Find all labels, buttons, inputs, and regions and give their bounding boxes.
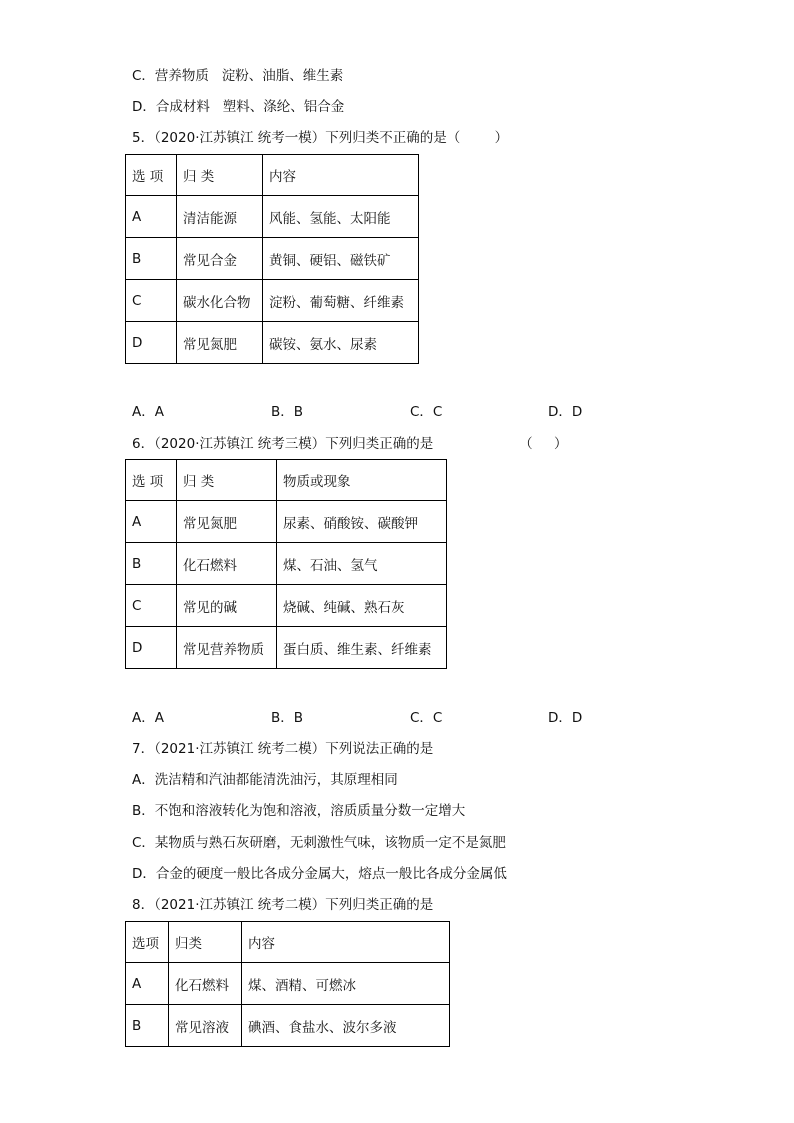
table-cell: A (126, 963, 169, 1005)
header-cell: 选 项 (126, 460, 177, 501)
table-row (126, 238, 419, 280)
table-cell: 常见溶液 (169, 1005, 242, 1047)
table-row (126, 1005, 450, 1047)
table-row (126, 627, 447, 669)
q7-option-d[interactable]: D．合金的硬度一般比各成分金属大，熔点一般比各成分金属低 (132, 866, 507, 882)
q5-option-b[interactable]: B．B (271, 404, 304, 420)
header-cell: 选项 (126, 922, 169, 963)
table-cell: D (126, 627, 177, 669)
q6-options (132, 708, 592, 728)
table-row (126, 585, 447, 627)
table-cell: 蛋白质、维生素、纤维素 (277, 627, 447, 669)
q8-stem: 8．（2021·江苏镇江 统考二模）下列归类正确的是 (132, 897, 434, 913)
table-cell: 碳水化合物 (177, 280, 263, 322)
table-cell: 常见的碱 (177, 585, 277, 627)
header-cell: 归类 (169, 922, 242, 963)
q6-option-d[interactable]: D．D (548, 710, 583, 726)
table-cell: C (126, 585, 177, 627)
table-header-row (126, 155, 419, 196)
table-header-row (126, 922, 450, 963)
q5-table (125, 154, 419, 364)
table-header-row (126, 460, 447, 501)
q6-option-a[interactable]: A．A (132, 710, 164, 726)
q8-table (125, 921, 450, 1047)
q6-option-b[interactable]: B．B (271, 710, 304, 726)
q5-options (132, 402, 592, 422)
table-cell: 常见营养物质 (177, 627, 277, 669)
q5-stem: 5．（2020·江苏镇江 统考一模）下列归类不正确的是（ ） (132, 130, 509, 146)
table-cell: 碘酒、食盐水、波尔多液 (242, 1005, 450, 1047)
table-cell: 化石燃料 (177, 543, 277, 585)
table-cell: B (126, 1005, 169, 1047)
table-row (126, 322, 419, 364)
table-cell: 烧碱、纯碱、熟石灰 (277, 585, 447, 627)
q6-table (125, 459, 447, 669)
table-cell: 黄铜、硬铝、磁铁矿 (263, 238, 419, 280)
header-cell: 物质或现象 (277, 460, 447, 501)
table-cell: 化石燃料 (169, 963, 242, 1005)
table-cell: A (126, 501, 177, 543)
table-cell: 尿素、硝酸铵、碳酸钾 (277, 501, 447, 543)
q7-stem: 7．（2021·江苏镇江 统考二模）下列说法正确的是 (132, 741, 434, 757)
table-cell: 淀粉、葡萄糖、纤维素 (263, 280, 419, 322)
q4-option-c: C．营养物质 淀粉、油脂、维生素 (132, 68, 344, 84)
table-cell: 煤、酒精、可燃冰 (242, 963, 450, 1005)
q5-option-d[interactable]: D．D (548, 404, 583, 420)
table-cell: C (126, 280, 177, 322)
header-cell: 内容 (263, 155, 419, 196)
table-cell: B (126, 238, 177, 280)
q7-option-c[interactable]: C．某物质与熟石灰研磨，无刺激性气味，该物质一定不是氮肥 (132, 835, 506, 851)
table-row (126, 501, 447, 543)
q6-option-c[interactable]: C．C (410, 710, 443, 726)
table-cell: 清洁能源 (177, 196, 263, 238)
table-cell: 风能、氢能、太阳能 (263, 196, 419, 238)
table-row (126, 963, 450, 1005)
table-row (126, 196, 419, 238)
q7-option-a[interactable]: A．洗洁精和汽油都能清洗油污，其原理相同 (132, 772, 398, 788)
table-cell: D (126, 322, 177, 364)
table-row (126, 543, 447, 585)
q5-option-c[interactable]: C．C (410, 404, 443, 420)
header-cell: 内容 (242, 922, 450, 963)
q6-stem: 6．（2020·江苏镇江 统考三模）下列归类正确的是 （ ） (132, 436, 568, 452)
table-cell: 常见合金 (177, 238, 263, 280)
table-row (126, 280, 419, 322)
table-cell: A (126, 196, 177, 238)
table-cell: 常见氮肥 (177, 501, 277, 543)
table-cell: 碳铵、氨水、尿素 (263, 322, 419, 364)
q4-option-d: D．合成材料 塑料、涤纶、铝合金 (132, 99, 345, 115)
header-cell: 选 项 (126, 155, 177, 196)
q5-option-a[interactable]: A．A (132, 404, 164, 420)
header-cell: 归 类 (177, 155, 263, 196)
q7-option-b[interactable]: B．不饱和溶液转化为饱和溶液，溶质质量分数一定增大 (132, 803, 466, 819)
table-cell: 常见氮肥 (177, 322, 263, 364)
table-cell: B (126, 543, 177, 585)
header-cell: 归 类 (177, 460, 277, 501)
table-cell: 煤、石油、氢气 (277, 543, 447, 585)
